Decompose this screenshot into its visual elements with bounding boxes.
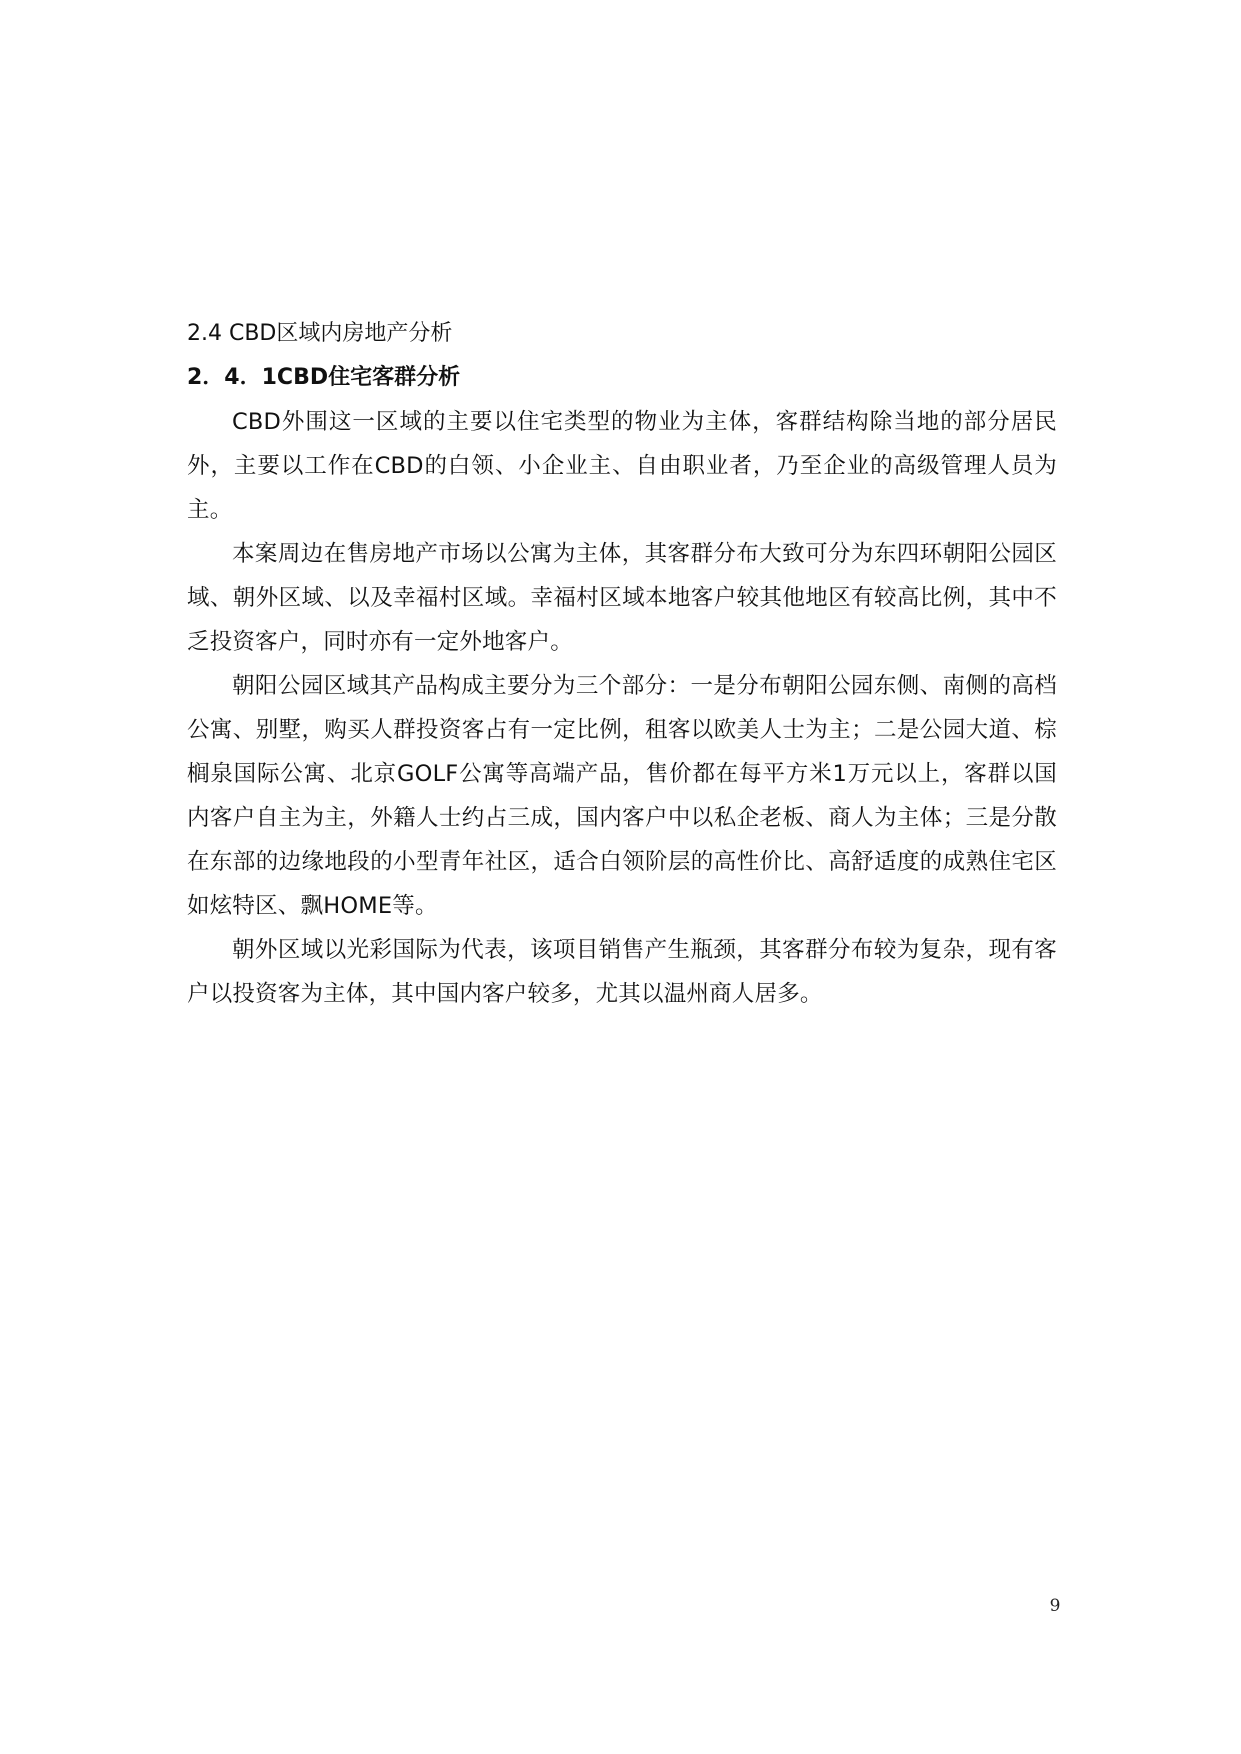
subsection-heading: 2．4．1CBD住宅客群分析 [187, 365, 461, 390]
paragraph-chaowai-area: 朝外区域以光彩国际为代表，该项目销售产生瓶颈，其客群分布较为复杂，现有客户以投资客为主体，其中国内客户较多，尤其以温州商人居多。 [187, 937, 1057, 1007]
page-body [187, 312, 1057, 1016]
page-number: 9 [1049, 1596, 1061, 1616]
section-heading: 2.4 CBD区域内房地产分析 [187, 321, 453, 346]
paragraph-cbd-periphery: CBD外围这一区域的主要以住宅类型的物业为主体，客群结构除当地的部分居民外，主要以工作在CBD的白领、小企业主、自由职业者，乃至企业的高级管理人员为主。 [187, 409, 1057, 523]
paragraph-surrounding-market: 本案周边在售房地产市场以公寓为主体，其客群分布大致可分为东四环朝阳公园区域、朝外区域、以及幸福村区域。幸福村区域本地客户较其他地区有较高比例，其中不乏投资客户，同时亦有一定外地客户。 [187, 541, 1057, 655]
paragraph-chaoyang-park-area: 朝阳公园区域其产品构成主要分为三个部分：一是分布朝阳公园东侧、南侧的高档公寓、别墅，购买人群投资客占有一定比例，租客以欧美人士为主；二是公园大道、棕榈泉国际公寓、北京GOLF公寓等高端产品，售价都在每平方米1万元以上，客群以国内客户自主为主，外籍人士约占三成，国内客户中以私企老板、商人为主体；三是分散在东部的边缘地段的小型青年社区，适合白领阶层的高性价比、高舒适度的成熟住宅区如炫特区、飘HOME等。 [187, 673, 1057, 919]
